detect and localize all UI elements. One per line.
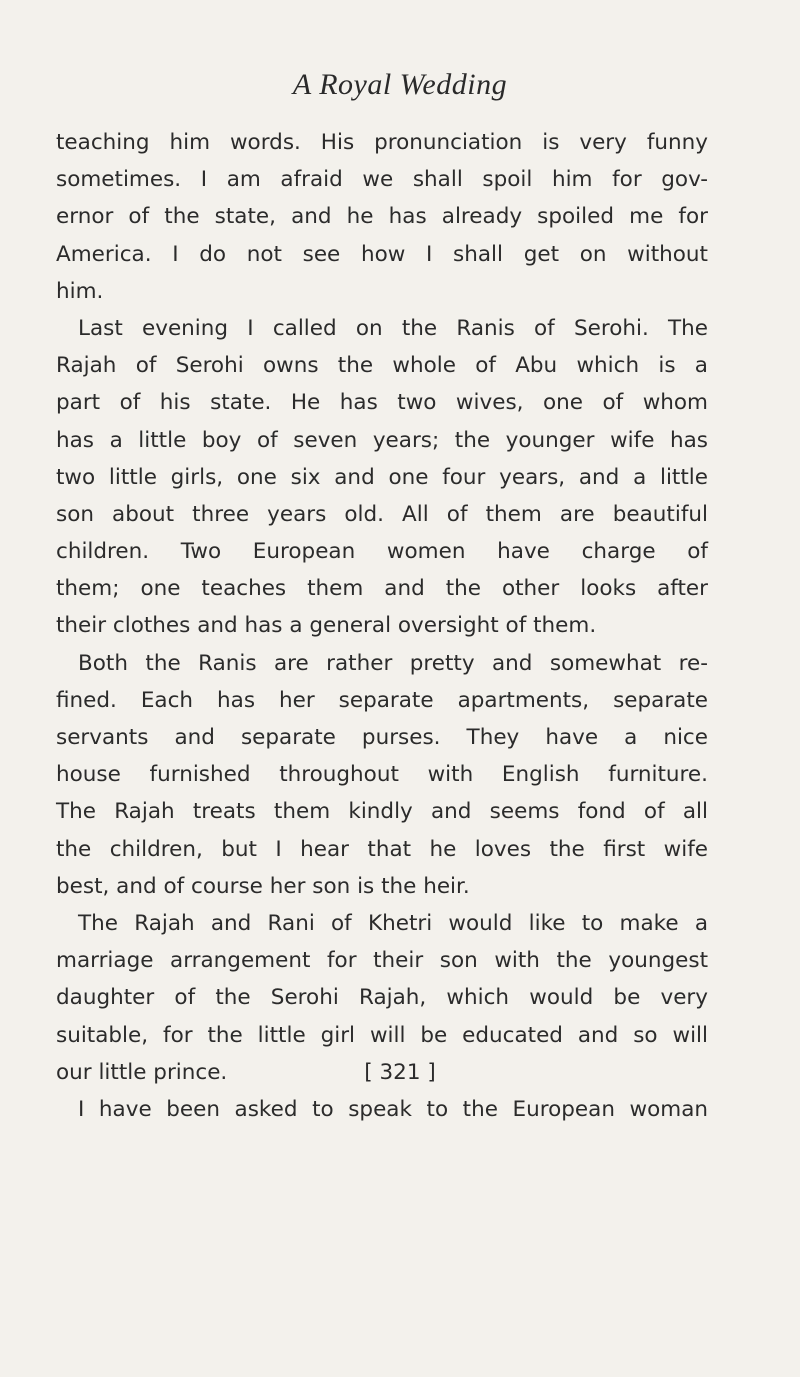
text-line: Both the Ranis are rather pretty and somewhat re- <box>78 650 708 676</box>
text-line: The Rajah and Rani of Khetri would like to make a <box>78 910 708 936</box>
text-line: children. Two European women have charge of <box>56 539 708 565</box>
text-line: two little girls, one six and one four years, and a little <box>56 464 708 490</box>
text-line: teaching him words. His pronunciation is very funny <box>56 130 708 155</box>
text-line: their clothes and has a general oversight of them. <box>56 613 597 639</box>
text-line: suitable, for the little girl will be educated and so will <box>56 1022 708 1048</box>
page-number: [ 321 ] <box>364 1060 436 1085</box>
text-line: best, and of course her son is the heir. <box>56 873 470 899</box>
text-line: daughter of the Serohi Rajah, which would be very <box>56 985 708 1011</box>
text-line: marriage arrangement for their son with the youngest <box>56 948 708 974</box>
text-line: The Rajah treats them kindly and seems fond of all <box>56 799 708 825</box>
text-line: part of his state. He has two wives, one of whom <box>56 390 708 416</box>
text-line: them; one teaches them and the other looks after <box>56 576 708 602</box>
text-line: fined. Each has her separate apartments, separate <box>56 687 708 713</box>
text-line: our little prince. <box>56 1059 228 1085</box>
text-line: Rajah of Serohi owns the whole of Abu which is a <box>56 353 708 379</box>
text-line: ernor of the state, and he has already spoiled me for <box>56 204 708 230</box>
text-line: has a little boy of seven years; the younger wife has <box>56 427 708 453</box>
text-line: America. I do not see how I shall get on without <box>56 241 708 267</box>
text-line: son about three years old. All of them are beautiful <box>56 501 708 527</box>
text-line: him. <box>56 278 104 304</box>
text-line: sometimes. I am afraid we shall spoil him for gov- <box>56 167 708 193</box>
text-line: the children, but I hear that he loves the first wife <box>56 836 708 862</box>
body-text <box>56 124 708 1128</box>
text-line: I have been asked to speak to the European woman <box>78 1096 708 1122</box>
running-head: A Royal Wedding <box>292 68 508 101</box>
text-line: house furnished throughout with English furniture. <box>56 762 708 788</box>
text-line: Last evening I called on the Ranis of Serohi. The <box>78 315 708 341</box>
text-line: servants and separate purses. They have a nice <box>56 725 708 750</box>
